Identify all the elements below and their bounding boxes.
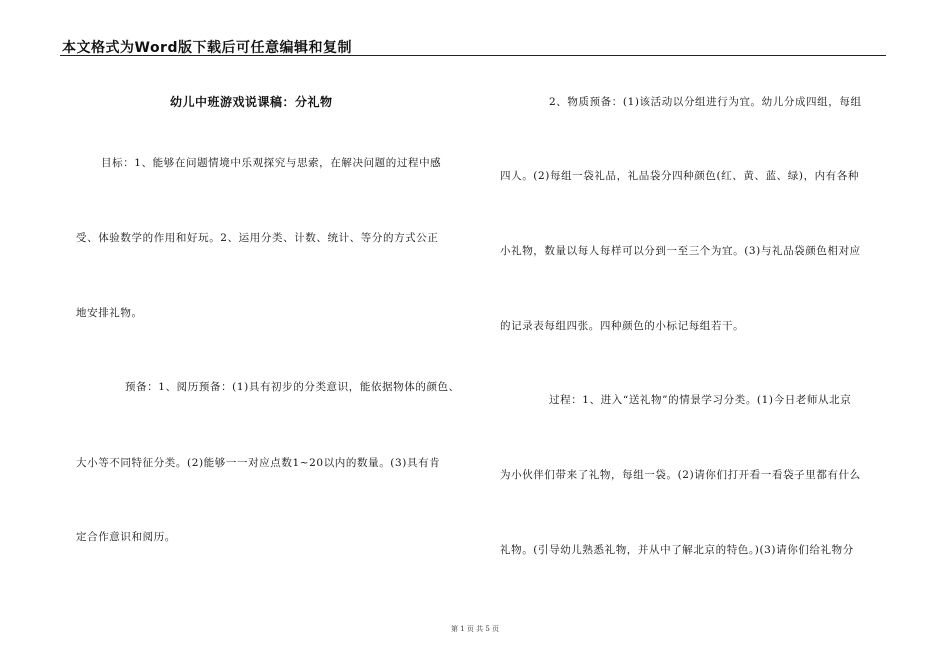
header-title: 本文格式为Word版下载后可任意编辑和复制 bbox=[62, 40, 352, 56]
left-paragraph-line: 定合作意识和阅历。 bbox=[76, 531, 176, 543]
right-paragraph-line: 为小伙伴们带来了礼物，每组一袋。(2)请你们打开看一看袋子里都有什么 bbox=[500, 469, 861, 481]
left-paragraph-line: 受、体验数学的作用和好玩。2、运用分类、计数、统计、等分的方式公正 bbox=[76, 232, 439, 244]
right-paragraph-line: 过程：1、进入“送礼物”的情景学习分类。(1)今日老师从北京 bbox=[549, 394, 852, 406]
right-paragraph-line: 2、物质预备：(1)该活动以分组进行为宜。幼儿分成四组，每组 bbox=[549, 96, 862, 108]
right-paragraph-line: 小礼物，数量以每人每样可以分到一至三个为宜。(3)与礼品袋颜色相对应 bbox=[500, 245, 861, 257]
header-divider bbox=[60, 55, 886, 56]
left-paragraph-line: 预备：1、阅历预备：(1)具有初步的分类意识，能依据物体的颜色、 bbox=[125, 381, 460, 393]
document-title: 幼儿中班游戏说课稿：分礼物 bbox=[170, 95, 333, 109]
left-paragraph-line: 大小等不同特征分类。(2)能够一一对应点数1~20以内的数量。(3)具有肯 bbox=[76, 457, 441, 469]
left-paragraph-line: 地安排礼物。 bbox=[76, 307, 143, 319]
left-paragraph-line: 目标：1、能够在问题情境中乐观探究与思索，在解决问题的过程中感 bbox=[101, 157, 442, 169]
page-number-footer: 第 1 页 共 5 页 bbox=[450, 625, 500, 633]
right-paragraph-line: 四人。(2)每组一袋礼品，礼品袋分四种颜色(红、黄、蓝、绿)，内有各种 bbox=[500, 170, 860, 182]
right-paragraph-line: 的记录表每组四张。四种颜色的小标记每组若干。 bbox=[500, 320, 745, 332]
right-paragraph-line: 礼物。(引导幼儿熟悉礼物，并从中了解北京的特色。)(3)请你们给礼物分 bbox=[500, 544, 854, 556]
